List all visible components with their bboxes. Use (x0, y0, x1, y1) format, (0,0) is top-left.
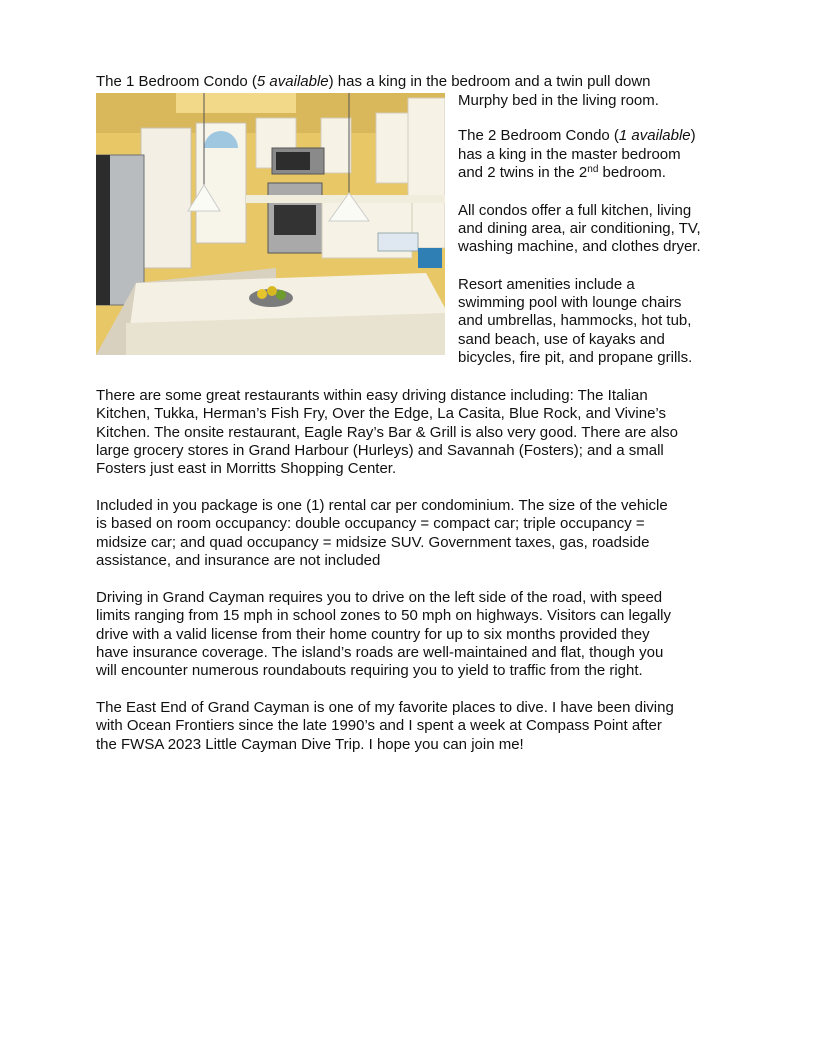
rental-line-2: is based on room occupancy: double occupancy = compact car; triple occupancy = (96, 515, 645, 532)
amenities-line-2: swimming pool with lounge chairs (458, 294, 682, 311)
ordinal-superscript: nd (587, 164, 599, 175)
driving-line-1: Driving in Grand Cayman requires you to drive on the left side of the road, with speed (96, 589, 663, 606)
condo2-line-3 (458, 164, 666, 183)
condo2-text-rest: ) (690, 127, 696, 144)
kitchen-line-2: and dining area, air conditioning, TV, (458, 220, 701, 237)
closing-line-2: with Ocean Frontiers since the late 1990’s and I spent a week at Compass Point after (96, 717, 662, 734)
condo2-line-1 (458, 127, 696, 146)
restaurants-line-1: There are some great restaurants within easy driving distance including: The Italian (96, 387, 648, 404)
kitchen-line-1: All condos offer a full kitchen, living (458, 202, 692, 219)
restaurants-line-2: Kitchen, Tukka, Herman’s Fish Fry, Over the Edge, La Casita, Blue Rock, and Vivine’s (96, 405, 666, 422)
intro-text: The 1 Bedroom Condo ( (96, 73, 257, 90)
restaurants-line-4: large grocery stores in Grand Harbour (Hurleys) and Savannah (Fosters); and a small (96, 442, 664, 459)
kitchen-line-3: washing machine, and clothes dryer. (458, 238, 701, 255)
amenities-line-1: Resort amenities include a (458, 276, 635, 293)
restaurants-line-5: Fosters just east in Morritts Shopping Center. (96, 460, 397, 477)
rental-line-1: Included in you package is one (1) rental car per condominium. The size of the vehicle (96, 497, 668, 514)
condo-kitchen-photo (96, 93, 445, 355)
amenities-line-3: and umbrellas, hammocks, hot tub, (458, 312, 692, 329)
intro-availability: 5 available (256, 73, 329, 90)
rental-line-3: midsize car; and quad occupancy = midsize SUV. Government taxes, gas, roadside (96, 534, 650, 551)
rental-line-4: assistance, and insurance are not included (96, 552, 381, 569)
intro-line-2: Murphy bed in the living room. (458, 92, 659, 109)
driving-line-4: have insurance coverage. The island’s roads are well-maintained and flat, though you (96, 644, 664, 661)
kitchen-illustration (96, 93, 445, 355)
condo2-line-3-rest: bedroom. (598, 164, 666, 181)
intro-text-rest: ) has a king in the bedroom and a twin pull down (328, 73, 651, 90)
driving-line-2: limits ranging from 15 mph in school zones to 50 mph on highways. Visitors can legally (96, 607, 672, 624)
condo2-availability: 1 available (618, 127, 691, 144)
closing-line-1: The East End of Grand Cayman is one of my favorite places to dive. I have been diving (96, 699, 674, 716)
amenities-line-4: sand beach, use of kayaks and (458, 331, 665, 348)
driving-line-3: drive with a valid license from their home country for up to six months provided they (96, 626, 650, 643)
intro-line-1 (96, 73, 651, 92)
condo2-text: The 2 Bedroom Condo ( (458, 127, 619, 144)
closing-line-3: the FWSA 2023 Little Cayman Dive Trip. I hope you can join me! (96, 736, 524, 753)
restaurants-line-3: Kitchen. The onsite restaurant, Eagle Ray’s Bar & Grill is also very good. There are also (96, 424, 678, 441)
amenities-line-5: bicycles, fire pit, and propane grills. (458, 349, 693, 366)
driving-line-5: will encounter numerous roundabouts requiring you to yield to traffic from the right. (96, 662, 643, 679)
condo2-line-2: has a king in the master bedroom (458, 146, 681, 163)
condo2-line-3-text: and 2 twins in the 2 (458, 164, 588, 181)
